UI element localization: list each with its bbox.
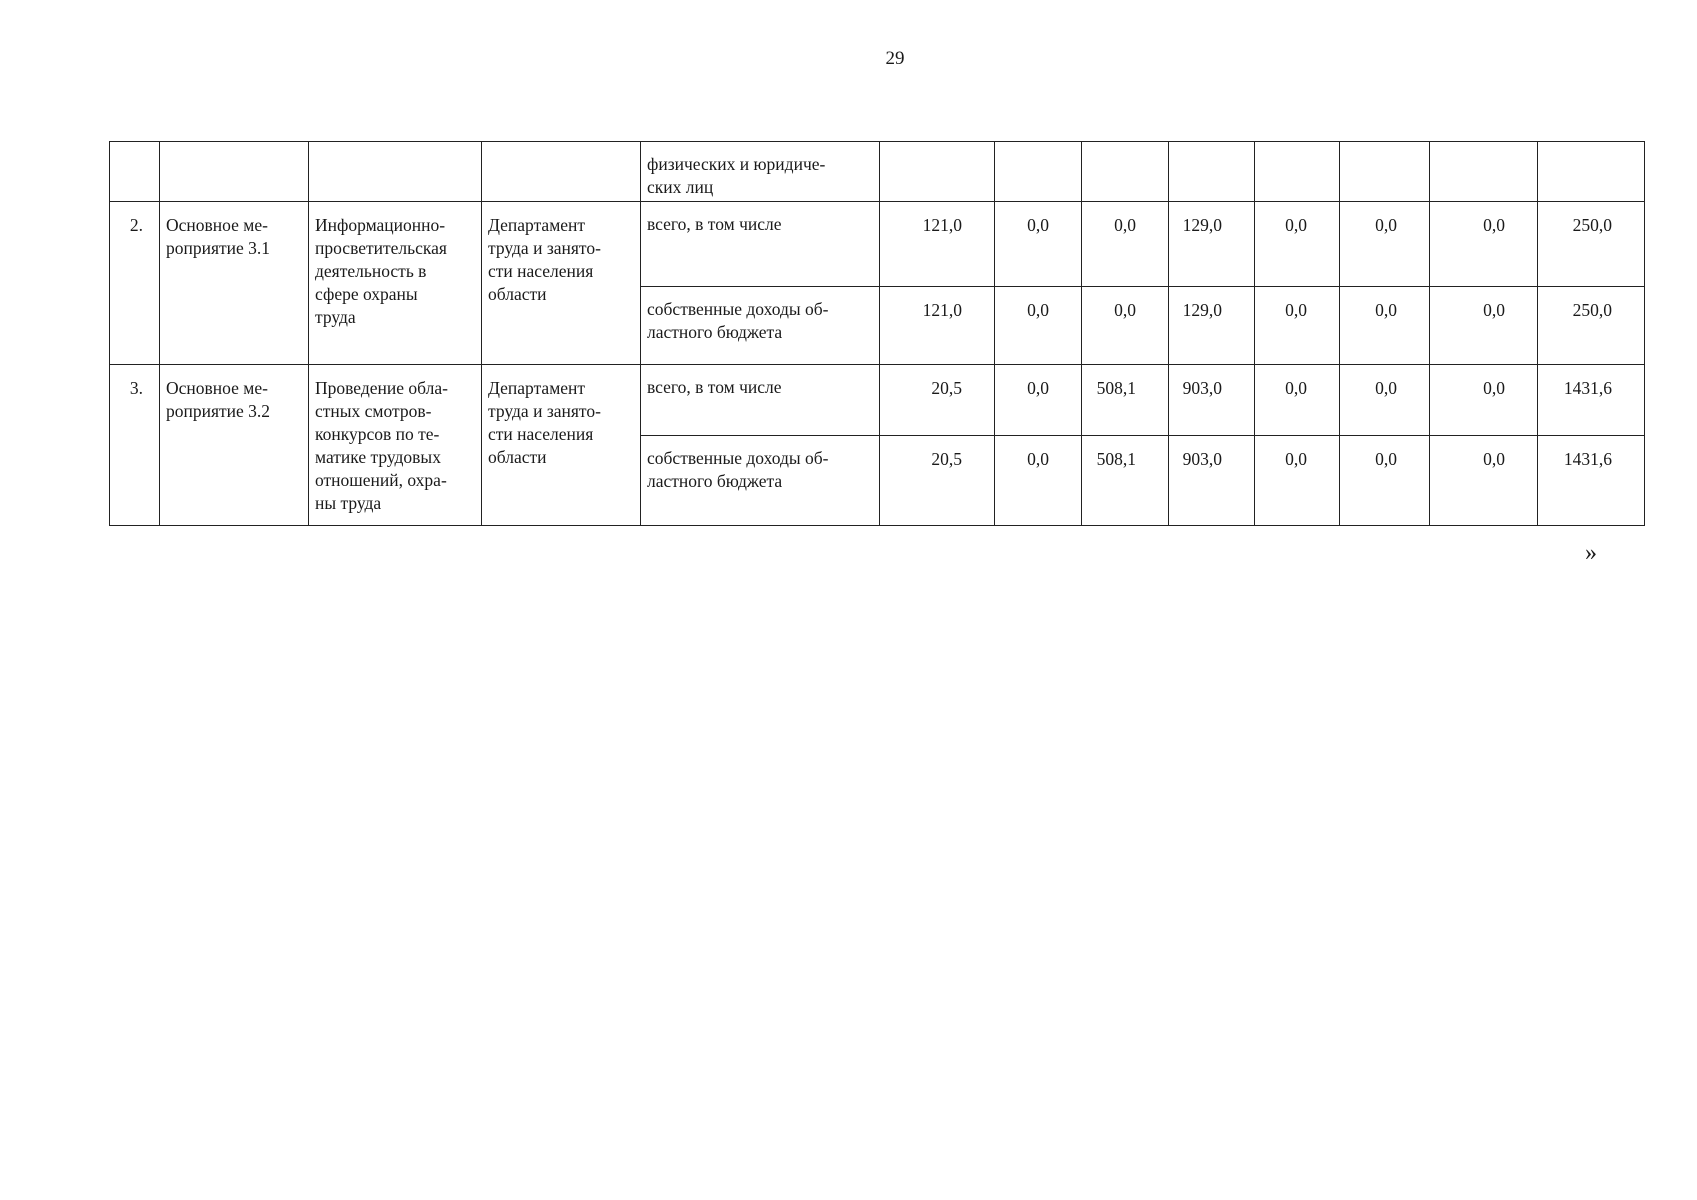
value-cell: 121,0	[880, 202, 995, 287]
value-cell: 0,0	[995, 202, 1082, 287]
value-cell: 0,0	[995, 365, 1082, 436]
executor-text: Департамент труда и занято- сти населения области	[488, 378, 601, 467]
value-cell: 129,0	[1169, 287, 1255, 365]
closing-quote-mark: »	[1585, 540, 1597, 566]
value-cell: 0,0	[1430, 365, 1538, 436]
empty-cell	[482, 142, 641, 202]
value-cell: 0,0	[1430, 287, 1538, 365]
value-cell: 0,0	[1082, 287, 1169, 365]
empty-cell	[1255, 142, 1340, 202]
total-cell: 1431,6	[1538, 436, 1645, 526]
value-cell: 129,0	[1169, 202, 1255, 287]
executor-cell	[482, 365, 641, 526]
event-cell	[160, 202, 309, 365]
continuation-row	[110, 142, 1645, 202]
value-cell: 0,0	[995, 287, 1082, 365]
value-cell: 0,0	[1340, 436, 1430, 526]
empty-cell	[1430, 142, 1538, 202]
source-cell	[641, 202, 880, 287]
empty-cell	[309, 142, 482, 202]
name-text: Информационно- просветительская деятельность в сфере охраны труда	[315, 215, 447, 327]
total-cell: 250,0	[1538, 202, 1645, 287]
source-text: собственные доходы об- ластного бюджета	[647, 448, 829, 491]
value-cell: 121,0	[880, 287, 995, 365]
value-cell: 508,1	[1082, 436, 1169, 526]
value-cell: 0,0	[1430, 202, 1538, 287]
source-text: всего, в том числе	[647, 377, 782, 397]
empty-cell	[110, 142, 160, 202]
value-cell: 0,0	[1082, 202, 1169, 287]
value-cell: 0,0	[1340, 202, 1430, 287]
row-number: 3.	[110, 365, 160, 526]
empty-cell	[1340, 142, 1430, 202]
value-cell: 508,1	[1082, 365, 1169, 436]
name-cell	[309, 202, 482, 365]
page-number: 29	[885, 48, 905, 69]
table-row	[110, 202, 1645, 287]
row-number: 2.	[110, 202, 160, 365]
value-cell: 0,0	[1340, 287, 1430, 365]
source-text: всего, в том числе	[647, 214, 782, 234]
value-cell: 0,0	[1255, 365, 1340, 436]
value-cell: 0,0	[1255, 287, 1340, 365]
source-cell	[641, 142, 880, 202]
name-text: Проведение обла- стных смотров- конкурсов по те- матике трудовых отношений, охра- ны труда	[315, 378, 448, 513]
empty-cell	[160, 142, 309, 202]
empty-cell	[880, 142, 995, 202]
empty-cell	[1538, 142, 1645, 202]
value-cell: 0,0	[1340, 365, 1430, 436]
source-cell	[641, 287, 880, 365]
source-cell	[641, 365, 880, 436]
event-text: Основное ме- роприятие 3.2	[166, 378, 271, 421]
executor-text: Департамент труда и занято- сти населения области	[488, 215, 601, 304]
event-text: Основное ме- роприятие 3.1	[166, 215, 271, 258]
value-cell: 0,0	[1430, 436, 1538, 526]
source-text: физических и юридиче- ских лиц	[647, 154, 826, 197]
total-cell: 250,0	[1538, 287, 1645, 365]
executor-cell	[482, 202, 641, 365]
total-cell: 1431,6	[1538, 365, 1645, 436]
source-text: собственные доходы об- ластного бюджета	[647, 299, 829, 342]
budget-table	[109, 141, 1645, 526]
value-cell: 903,0	[1169, 365, 1255, 436]
empty-cell	[995, 142, 1082, 202]
source-cell	[641, 436, 880, 526]
value-cell: 20,5	[880, 436, 995, 526]
empty-cell	[1082, 142, 1169, 202]
value-cell: 20,5	[880, 365, 995, 436]
name-cell	[309, 365, 482, 526]
event-cell	[160, 365, 309, 526]
value-cell: 0,0	[1255, 436, 1340, 526]
value-cell: 0,0	[995, 436, 1082, 526]
table-row	[110, 365, 1645, 436]
value-cell: 0,0	[1255, 202, 1340, 287]
empty-cell	[1169, 142, 1255, 202]
value-cell: 903,0	[1169, 436, 1255, 526]
